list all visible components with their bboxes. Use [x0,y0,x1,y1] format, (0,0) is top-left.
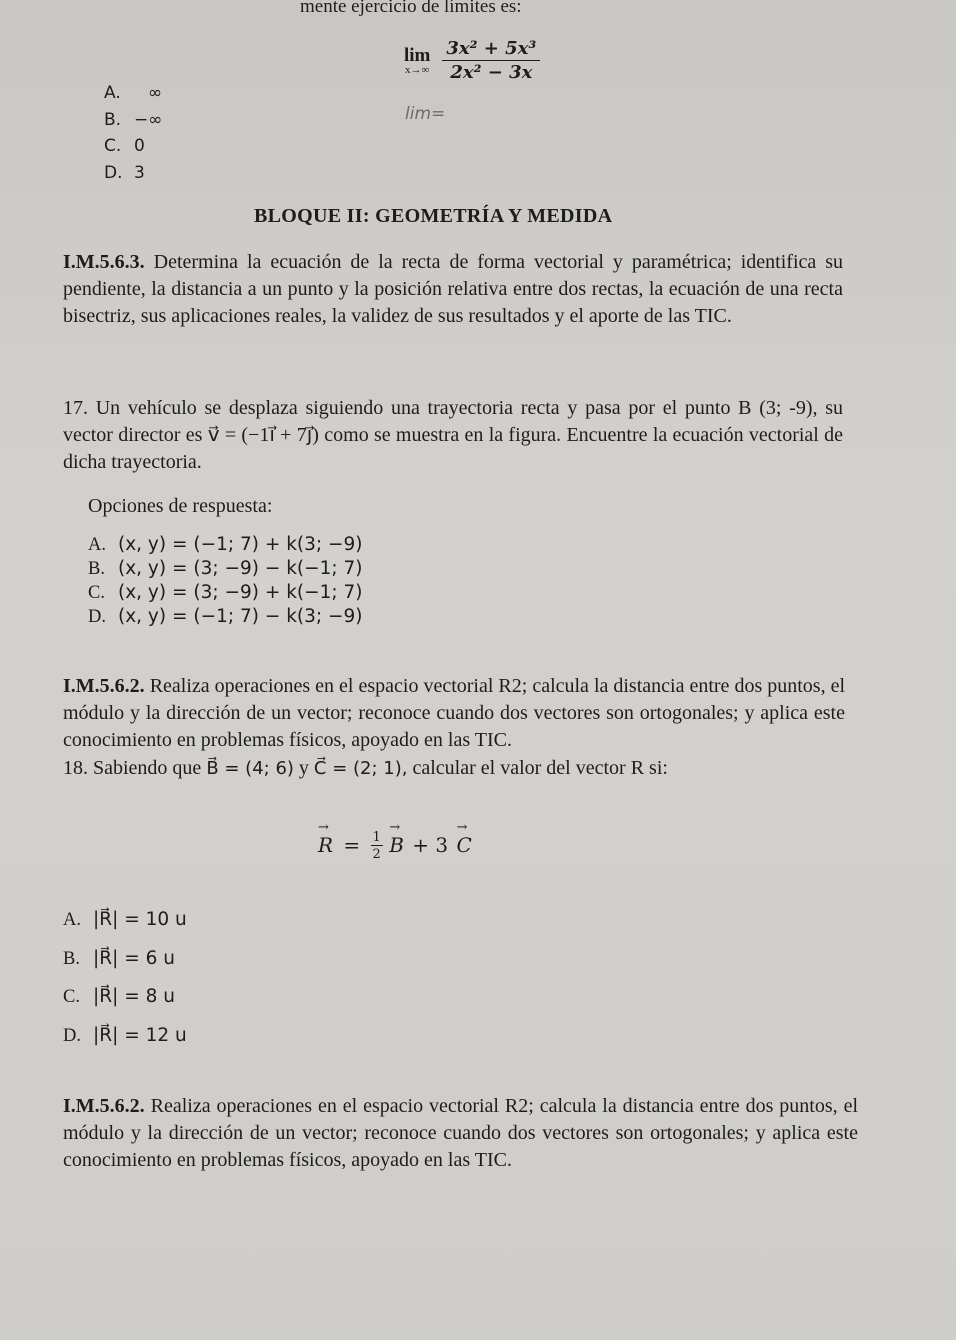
q18-number: 18. [63,757,88,779]
q18-y-word: y [298,757,309,779]
q17-options [88,533,363,629]
top-line: mente ejercicio de límites es: [300,0,522,17]
formula-fraction: $\frac{1}{2}$ [372,830,381,862]
limit-fraction [442,38,540,83]
q18-text-b: calcular el valor del vector R si: [412,757,668,779]
formula-eq: = [343,832,361,857]
q17-options-heading: Opciones de respuesta: [88,495,273,517]
limit-expression [404,38,540,83]
formula-plus: + 3 [412,832,449,857]
q17-text-a: Un vehículo se desplaza siguiendo una trayectoria recta y pasa por el punto B (3; -9), su vector director es [63,397,843,446]
q18-option-a[interactable]: A. |R⃗| = 10 u [63,909,187,930]
limit-option-d[interactable]: D. 3 [104,162,145,183]
lim-subscript: x→∞ [405,64,430,76]
indicator-1 [63,249,843,330]
question-17 [63,395,843,476]
q17-option-d[interactable]: D. (x, y) = (−1; 7) − k(3; −9) [88,606,363,627]
q18-option-c[interactable]: C. |R⃗| = 8 u [63,986,175,1007]
limit-numerator: 3x² + 5x³ [442,38,540,61]
q17-option-c[interactable]: C. (x, y) = (3; −9) + k(−1; 7) [88,582,363,603]
q17-option-a[interactable]: A. (x, y) = (−1; 7) + k(3; −9) [88,534,363,555]
formula-c: → C [456,833,471,857]
formula-b: → B [389,833,404,857]
indicator-2-text: Realiza operaciones en el espacio vectorial R2; calcula la distancia entre dos puntos, el módulo y la dirección de un vector; reconoce cuando dos vectores son ortogonales; y aplica este conocimiento en problemas físicos, apoyado en las TIC. [63,675,846,751]
limit-option-a[interactable]: A. ∞ [104,83,163,103]
q18-formula [318,830,472,862]
limit-options [104,80,162,186]
indicator-2-code: I.M.5.6.2. [63,675,145,697]
block-title: BLOQUE II: GEOMETRÍA Y MEDIDA [254,205,613,227]
handwritten-note: lim= [405,104,446,124]
q18-text-a: Sabiendo que [93,757,202,779]
indicator-3-text: Realiza operaciones en el espacio vectorial R2; calcula la distancia entre dos puntos, el módulo y la dirección de un vector; reconoce cuando dos vectores son ortogonales; y aplica este conocimiento en problemas físicos, apoyado en las TIC. [63,1095,858,1171]
q18-option-d[interactable]: D. |R⃗| = 12 u [63,1024,187,1046]
q17-text-b: como se muestra en la figura. Encuentre la ecuación vectorial de dicha trayectoria. [63,424,844,473]
limit-denominator: 2x² − 3x [450,62,533,83]
limit-option-c[interactable]: C. 0 [104,136,145,156]
indicator-1-code: I.M.5.6.3. [63,251,145,273]
formula-r: → R [318,833,333,857]
indicator-3-code: I.M.5.6.2. [63,1095,145,1117]
q18-b-value: B⃗ = (4; 6) [206,758,294,779]
q18-c-value: C⃗ = (2; 1), [313,758,408,779]
indicator-2 [63,673,845,754]
q17-number: 17. [63,397,88,419]
indicator-3 [63,1093,858,1174]
question-18 [63,757,668,780]
q18-options [63,901,187,1055]
lim-word: lim [404,45,431,66]
q17-vector: v⃗ = (−1i⃗ + 7j⃗) [207,424,319,446]
limit-option-b[interactable]: B. −∞ [104,109,163,130]
q18-option-b[interactable]: B. |R⃗| = 6 u [63,947,175,969]
q17-option-b[interactable]: B. (x, y) = (3; −9) − k(−1; 7) [88,558,363,579]
indicator-1-text: Determina la ecuación de la recta de forma vectorial y paramétrica; identifica su pendiente, la distancia a un punto y la posición relativa entre dos rectas, la ecuación de una recta bisectriz, sus aplicaciones reales, la validez de sus resultados y el aporte de las TIC. [63,251,844,327]
